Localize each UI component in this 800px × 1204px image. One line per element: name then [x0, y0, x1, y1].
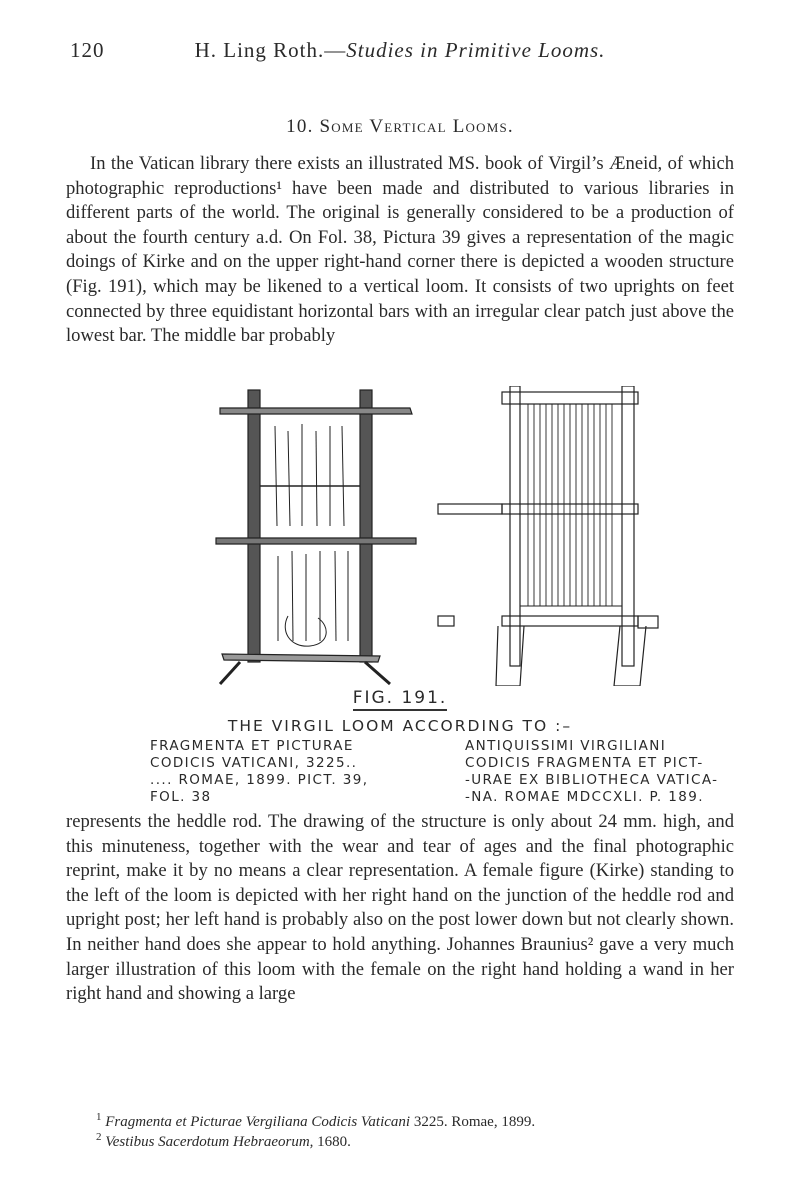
caption-right-line: -NA. ROMAE MDCCXLI. P. 189. — [465, 789, 704, 805]
author: H. Ling Roth. — [194, 38, 325, 62]
caption-left-line: CODICIS VATICANI, 3225.. — [150, 755, 358, 771]
caption-right — [465, 738, 765, 806]
caption-left — [150, 738, 450, 806]
footnotes — [96, 1112, 736, 1152]
caption-right-line: CODICIS FRAGMENTA ET PICT- — [465, 755, 704, 771]
right-loom-drawing — [438, 386, 658, 686]
caption-left-line: .... ROMAE, 1899. PICT. 39, — [150, 772, 369, 788]
left-loom-drawing — [216, 390, 416, 684]
section-title: 10. Some Vertical Looms. — [286, 116, 514, 137]
caption-right-line: -URAE EX BIBLIOTHECA VATICA- — [465, 772, 719, 788]
caption-right-line: ANTIQUISSIMI VIRGILIANI — [465, 738, 667, 754]
footnote-1: $^1$ Fragmenta et Picturae Vergiliana Codicis Vaticani 3225. Romae, 1899. — [96, 1111, 536, 1130]
footnote-2: $^2$ Vestibus Sacerdotum Hebraeorum, 1680. — [96, 1131, 351, 1150]
book-title: Studies in Primitive Looms. — [346, 38, 606, 62]
paragraph-2: represents the heddle rod. The drawing of the structure is only about 24 mm. high, and this minuteness, together with the wear and tear of ages and the final photographic reprint, make it by no means a clear representation. A female figure (Kirke) standing to the left of the loom is depicted with her right hand on the junction of the heddle rod and upright post; her left hand is probably also on the post lower down but not clearly shown. In neither hand does she appear to hold anything. Johannes Braunius² gave a very much larger illustration of this loom with the female on the right hand holding a wand in her right hand and showing a large — [66, 811, 734, 1005]
figure-label: FIG. 191. — [0, 688, 800, 708]
caption-heading: THE VIRGIL LOOM ACCORDING TO :– — [227, 717, 573, 735]
running-head — [0, 38, 800, 68]
running-title — [0, 38, 800, 63]
loom-illustration — [180, 386, 660, 686]
caption-left-line: FOL. 38 — [150, 789, 212, 805]
page-number: 120 — [70, 38, 105, 62]
separator: — — [324, 38, 347, 62]
paragraph-1: In the Vatican library there exists an illustrated MS. book of Virgil’s Æneid, of which photographic reproductions¹ have been made and distributed to various libraries in different parts of the world. The original is generally considered to be a production of about the fourth century a.d. On Fol. 38, Pictura 39 gives a representation of the magic doings of Kirke and on the upper right-hand corner there is depicted a wooden structure (Fig. 191), which may be likened to a vertical loom. It consists of two uprights on feet connected by three equidistant horizontal bars with an irregular clear patch just above the lowest bar. The middle bar probably — [66, 153, 734, 347]
caption-left-line: FRAGMENTA ET PICTURAE — [150, 738, 354, 754]
